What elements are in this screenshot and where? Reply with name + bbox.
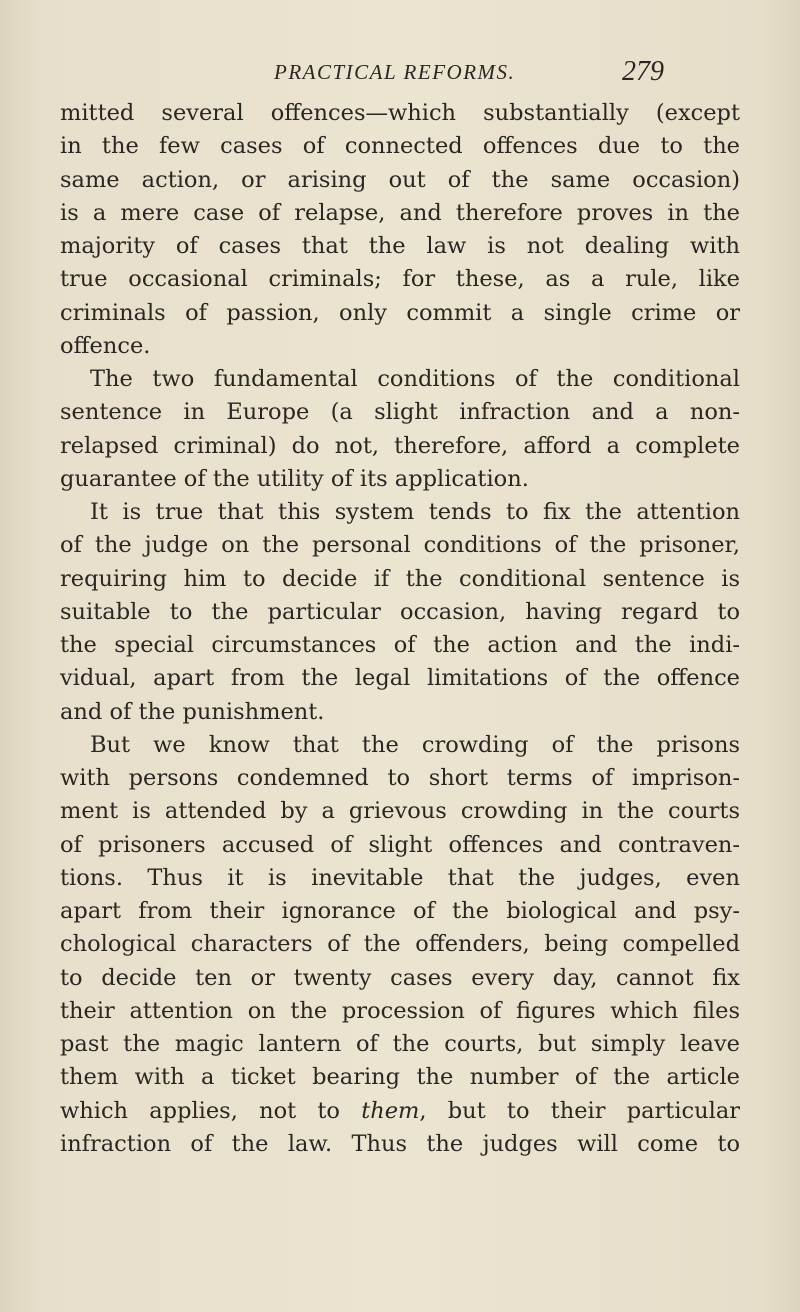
text-line: suitable to the particular occasion, having regard to xyxy=(60,598,740,625)
text-line xyxy=(60,1095,740,1128)
text-line: past the magic lantern of the courts, but simply leave xyxy=(60,1031,740,1057)
italic-word: them xyxy=(361,1097,420,1124)
text-line: vidual, apart from the legal limitations of the offence xyxy=(60,665,740,692)
text-segment: which applies, not to xyxy=(60,1097,362,1124)
text-line: requiring him to decide if the conditional sentence is xyxy=(60,565,740,592)
text-line: mitted several offences—which substantially (except xyxy=(60,100,740,126)
text-line: guarantee of the utility of its application. xyxy=(60,465,529,492)
page-header xyxy=(0,52,800,92)
text-line: of the judge on the personal conditions of the prisoner, xyxy=(60,532,740,559)
text-line: chological characters of the offenders, being compelled xyxy=(60,931,740,958)
text-line: and of the punishment. xyxy=(60,698,325,725)
text-line: to decide ten or twenty cases every day, cannot fix xyxy=(60,964,740,991)
text-line: them with a ticket bearing the number of the article xyxy=(60,1064,740,1091)
text-line: offence. xyxy=(60,332,151,359)
text-line: true occasional criminals; for these, as a rule, like xyxy=(60,266,740,293)
text-line: criminals of passion, only commit a single crime or xyxy=(60,299,740,326)
page-number: 279 xyxy=(622,56,664,87)
text-line: apart from their ignorance of the biological and psy- xyxy=(60,898,740,924)
text-line: with persons condemned to short terms of imprison- xyxy=(60,765,740,791)
text-line: of prisoners accused of slight offences and contraven- xyxy=(60,831,740,858)
text-line: their attention on the procession of figures which files xyxy=(60,997,740,1024)
text-line: sentence in Europe (a slight infraction and a non- xyxy=(60,399,740,426)
text-line: The two fundamental conditions of the conditional xyxy=(90,366,740,392)
text-line: tions. Thus it is inevitable that the judges, even xyxy=(60,864,740,891)
text-line: infraction of the law. Thus the judges will come to xyxy=(60,1130,740,1157)
text-line: in the few cases of connected offences due to the xyxy=(60,133,740,160)
body-text xyxy=(60,97,740,1161)
text-segment: , but to their particular xyxy=(419,1097,740,1124)
text-line: ment is attended by a grievous crowding in the courts xyxy=(60,798,740,825)
text-line: But we know that the crowding of the prisons xyxy=(90,731,740,758)
running-title: PRACTICAL REFORMS. xyxy=(274,60,516,84)
text-line: relapsed criminal) do not, therefore, afford a complete xyxy=(60,432,740,459)
text-line: is a mere case of relapse, and therefore proves in the xyxy=(60,199,740,226)
text-line: It is true that this system tends to fix the attention xyxy=(90,499,740,525)
text-line: majority of cases that the law is not dealing with xyxy=(60,233,740,259)
text-line: same action, or arising out of the same occasion) xyxy=(60,166,740,193)
text-line: the special circumstances of the action and the indi- xyxy=(60,632,740,658)
